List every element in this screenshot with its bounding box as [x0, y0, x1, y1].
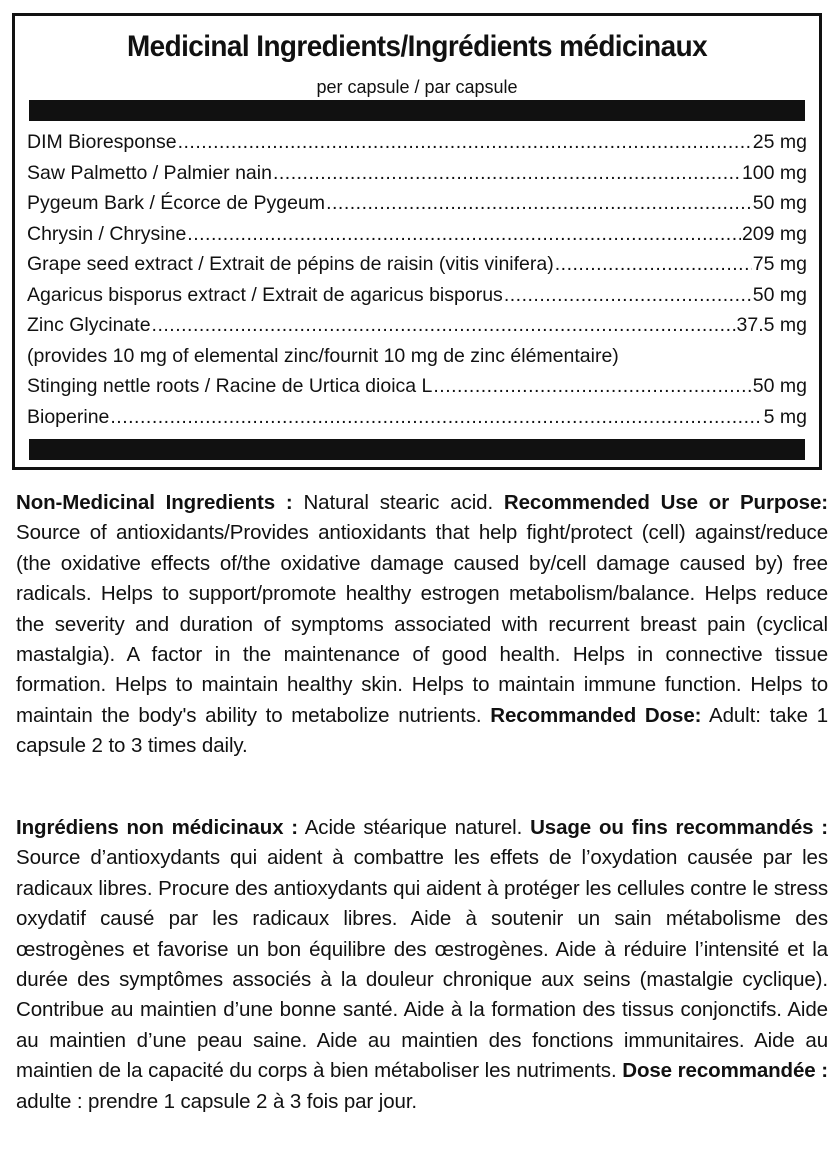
ingredient-list [27, 127, 807, 432]
ingredient-amount: 50 mg [752, 375, 807, 397]
ingredient-row [27, 127, 807, 158]
use-label-fr: Usage ou fins recommandés : [530, 816, 829, 839]
leader-dots [504, 280, 752, 310]
use-text-fr: Source d’antioxydants qui aident à combattre les effets de l’oxydation causée par les radicaux libres. Procure des antioxydants qui aident à protéger les cellules contre le stress oxydatif causé par les radicaux libres. Aide à soutenir un sain métabolisme des œstrogènes et favorise un bon équilibre des œstrogènes. Aide à réduire l’intensité et la durée des symptômes associés à la douleur chronique aux seins (mastalgie cyclique). Contribue au maintien d’une bonne santé. Aide à la formation des tissus conjonctifs. Aide au maintien d’une peau saine. Aide au maintien des fonctions immunitaires. Aide au maintien de la capacité du corps à bien métaboliser les nutriments. [16, 846, 828, 1083]
ingredient-amount: 100 mg [741, 161, 807, 184]
ingredient-row [27, 249, 807, 280]
ingredient-row [27, 219, 807, 250]
leader-dots [326, 188, 752, 218]
ingredient-name: Bioperine [27, 405, 110, 428]
ingredient-name: Zinc Glycinate [27, 314, 151, 336]
zinc-note: (provides 10 mg of elemental zinc/fournit 10 mg de zinc élémentaire) [27, 344, 619, 367]
ingredient-row [27, 158, 807, 189]
non-medicinal-label-fr: Ingrédiens non médicinaux : [16, 816, 298, 839]
ingredient-name: Pygeum Bark / Écorce de Pygeum [27, 192, 326, 214]
ingredient-row [27, 188, 807, 219]
ingredient-name: Grape seed extract / Extrait de pépins de raisin (vitis vinifera) [27, 253, 554, 275]
panel-title: Medicinal Ingredients/Ingrédients médicinaux [126, 30, 708, 63]
leader-dots [187, 219, 741, 249]
leader-dots [178, 127, 752, 157]
dose-text-fr: adulte : prendre 1 capsule 2 à 3 fois par jour. [16, 1089, 418, 1113]
non-medicinal-text-fr: Acide stéarique naturel. [298, 816, 531, 839]
ingredient-name: DIM Bioresponse [27, 131, 177, 153]
top-divider-bar [29, 100, 805, 121]
english-description [16, 488, 828, 762]
dose-label-fr: Dose recommandée : [622, 1059, 828, 1083]
ingredient-row [27, 280, 807, 311]
panel-subtitle: per capsule / par capsule [316, 77, 518, 97]
dose-text-en: Adult: take 1 capsule 2 to 3 times daily. [16, 703, 828, 758]
ingredient-amount: 209 mg [741, 222, 807, 245]
ingredient-name: Chrysin / Chrysine [27, 222, 187, 245]
medicinal-ingredients-panel [12, 13, 822, 470]
ingredient-amount: 25 mg [752, 131, 807, 153]
ingredient-amount: 50 mg [752, 283, 807, 306]
ingredient-name: Stinging nettle roots / Racine de Urtica dioica L [27, 375, 433, 397]
ingredient-amount: 5 mg [763, 405, 807, 428]
non-medicinal-text-en: Natural stearic acid. [292, 491, 504, 514]
leader-dots [152, 310, 736, 340]
ingredient-name: Saw Palmetto / Palmier nain [27, 161, 272, 184]
leader-dots [555, 249, 752, 279]
ingredient-name: Agaricus bisporus extract / Extrait de agaricus bisporus [27, 283, 503, 306]
dose-label-en: Recommanded Dose: [490, 703, 702, 727]
ingredient-amount: 37.5 mg [736, 314, 807, 336]
bottom-divider-bar [29, 439, 805, 460]
leader-dots [433, 371, 751, 401]
non-medicinal-label-en: Non-Medicinal Ingredients : [16, 491, 293, 514]
ingredient-row [27, 371, 807, 402]
ingredient-row [27, 310, 807, 341]
use-text-en: Source of antioxidants/Provides antioxidants that help fight/protect (cell) against/reduce (the oxidative effects of/the oxidative damage caused by/cell damage caused by) free radicals. Helps to support/promote healthy estrogen metabolism/balance. Helps reduce the severity and duration of symptoms associated with recurrent breast pain (cyclical mastalgia). A factor in the maintenance of good health. Helps in connective tissue formation. Helps to maintain healthy skin. Helps to maintain immune function. Helps to maintain the body's ability to metabolize nutrients. [16, 521, 828, 727]
ingredient-amount: 50 mg [752, 192, 807, 214]
ingredient-amount: 75 mg [752, 253, 807, 275]
leader-dots [273, 158, 741, 188]
leader-dots [110, 402, 762, 432]
french-description [16, 813, 828, 1117]
ingredient-row [27, 402, 807, 433]
use-label-en: Recommended Use or Purpose: [503, 491, 829, 514]
